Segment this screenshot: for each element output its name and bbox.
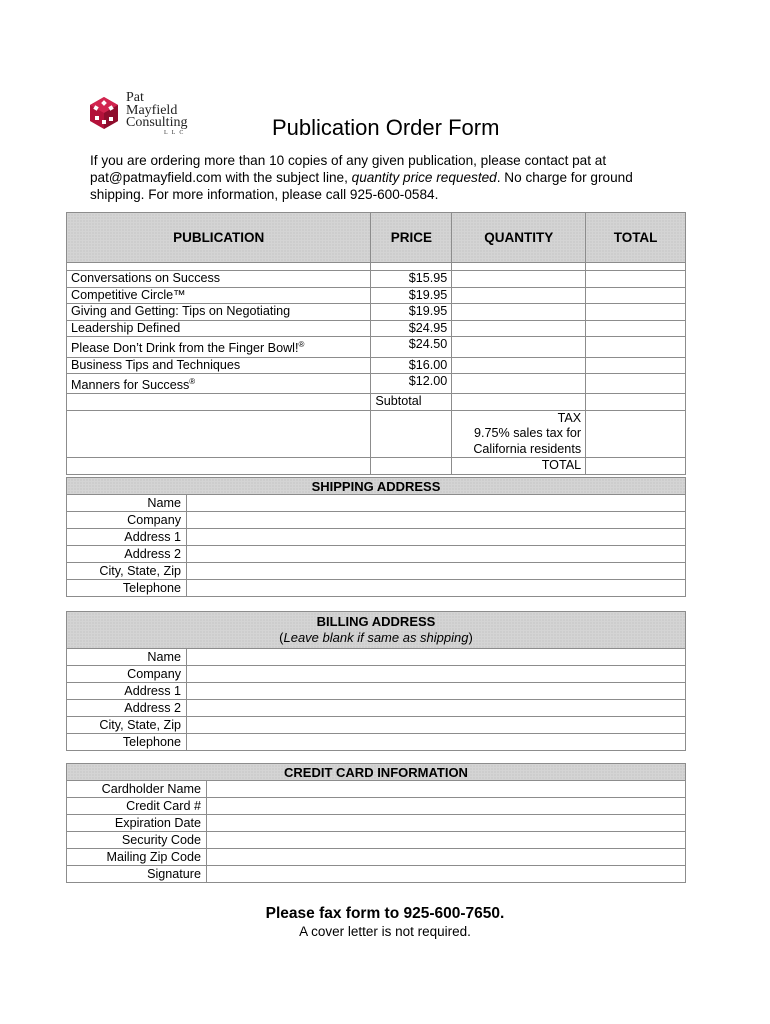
item-name: Competitive Circle™ <box>67 287 371 304</box>
shipping-header-row <box>67 478 686 495</box>
field-label: Company <box>67 512 187 529</box>
credit-row <box>67 798 686 815</box>
item-row-6 <box>67 357 686 374</box>
tax-row <box>67 410 686 458</box>
billing-address-table <box>66 611 686 751</box>
item-name: Conversations on Success <box>67 271 371 288</box>
security-code-input[interactable] <box>207 832 686 849</box>
quantity-field[interactable] <box>452 337 586 357</box>
subtotal-quantity-field[interactable] <box>452 394 586 411</box>
field-label: Security Code <box>67 832 207 849</box>
registered-mark: ® <box>298 340 305 350</box>
shipping-header: SHIPPING ADDRESS <box>67 478 686 495</box>
item-name: Business Tips and Techniques <box>67 357 371 374</box>
grand-total-field[interactable] <box>586 458 686 475</box>
tax-field[interactable] <box>586 410 686 458</box>
shipping-row <box>67 563 686 580</box>
billing-row <box>67 717 686 734</box>
billing-row <box>67 734 686 751</box>
credit-row <box>67 832 686 849</box>
item-row-7 <box>67 374 686 394</box>
total-row <box>67 458 686 475</box>
field-label: Address 2 <box>67 700 187 717</box>
shipping-row <box>67 529 686 546</box>
shipping-name-input[interactable] <box>187 495 686 512</box>
shipping-address2-input[interactable] <box>187 546 686 563</box>
shipping-telephone-input[interactable] <box>187 580 686 597</box>
item-price: $19.95 <box>371 287 452 304</box>
credit-row <box>67 866 686 883</box>
field-label: Expiration Date <box>67 815 207 832</box>
item-price: $24.50 <box>371 337 452 357</box>
credit-row <box>67 849 686 866</box>
item-name-cell <box>67 374 371 394</box>
item-price: $12.00 <box>371 374 452 394</box>
shipping-company-input[interactable] <box>187 512 686 529</box>
empty-cell <box>67 410 371 458</box>
credit-row <box>67 781 686 798</box>
empty-cell <box>67 458 371 475</box>
billing-name-input[interactable] <box>187 649 686 666</box>
total-field[interactable] <box>586 374 686 394</box>
intro-text <box>90 152 690 203</box>
quantity-field[interactable] <box>452 271 586 288</box>
quantity-field[interactable] <box>452 287 586 304</box>
empty-cell <box>371 458 452 475</box>
credit-card-header: CREDIT CARD INFORMATION <box>67 764 686 781</box>
quantity-field[interactable] <box>452 374 586 394</box>
billing-address2-input[interactable] <box>187 700 686 717</box>
company-logo <box>86 92 216 134</box>
empty-cell <box>371 410 452 458</box>
billing-city-state-zip-input[interactable] <box>187 717 686 734</box>
total-field[interactable] <box>586 271 686 288</box>
registered-mark: ® <box>189 377 196 387</box>
billing-header: BILLING ADDRESS <box>316 614 436 629</box>
subtotal-label: Subtotal <box>371 394 452 411</box>
item-price: $16.00 <box>371 357 452 374</box>
item-price: $19.95 <box>371 304 452 321</box>
billing-note: (Leave blank if same as shipping) <box>279 630 473 645</box>
total-label: TOTAL <box>452 458 586 475</box>
logo-line-2: Mayfield <box>126 102 178 118</box>
field-label: Signature <box>67 866 207 883</box>
logo-suffix: LLC <box>164 130 188 136</box>
billing-header-row <box>67 612 686 649</box>
credit-header-row <box>67 764 686 781</box>
credit-card-table <box>66 763 686 883</box>
total-field[interactable] <box>586 320 686 337</box>
field-label: Name <box>67 495 187 512</box>
spacer-row <box>67 263 686 271</box>
field-label: Address 1 <box>67 529 187 546</box>
field-label: Mailing Zip Code <box>67 849 207 866</box>
tax-label-cell <box>452 410 586 458</box>
field-label: Address 2 <box>67 546 187 563</box>
item-row-1 <box>67 271 686 288</box>
item-row-3 <box>67 304 686 321</box>
logo-line-3: Consulting <box>126 115 188 130</box>
total-field[interactable] <box>586 304 686 321</box>
total-field[interactable] <box>586 337 686 357</box>
billing-header-cell <box>67 612 686 649</box>
logo-text <box>126 92 187 130</box>
credit-row <box>67 815 686 832</box>
item-price: $15.95 <box>371 271 452 288</box>
shipping-city-state-zip-input[interactable] <box>187 563 686 580</box>
shipping-row <box>67 495 686 512</box>
item-name: Manners for Success <box>71 378 190 393</box>
item-name-cell <box>67 337 371 357</box>
cardholder-name-input[interactable] <box>207 781 686 798</box>
shipping-row <box>67 580 686 597</box>
expiration-date-input[interactable] <box>207 815 686 832</box>
logo-line-1: Pat <box>126 90 144 105</box>
page-title: Publication Order Form <box>272 115 500 140</box>
quantity-field[interactable] <box>452 320 586 337</box>
total-field[interactable] <box>586 287 686 304</box>
credit-card-number-input[interactable] <box>207 798 686 815</box>
item-price: $24.95 <box>371 320 452 337</box>
price-header: PRICE <box>371 213 452 263</box>
quantity-field[interactable] <box>452 304 586 321</box>
intro-part-2: . No charge for ground shipping. For more information, please call 925-600-0584. <box>90 170 633 202</box>
field-label: Cardholder Name <box>67 781 207 798</box>
cover-letter-note: A cover letter is not required. <box>299 924 471 939</box>
spacer-cell <box>67 263 371 271</box>
tax-note-1: 9.75% sales tax for <box>474 426 582 441</box>
field-label: Address 1 <box>67 683 187 700</box>
spacer-cell <box>452 263 586 271</box>
item-name: Leadership Defined <box>67 320 371 337</box>
shipping-address-table <box>66 477 686 597</box>
shipping-address1-input[interactable] <box>187 529 686 546</box>
field-label: Company <box>67 666 187 683</box>
field-label: Name <box>67 649 187 666</box>
billing-address1-input[interactable] <box>187 683 686 700</box>
shipping-row <box>67 546 686 563</box>
tax-note-2: California residents <box>473 441 582 456</box>
tax-label: TAX <box>557 410 582 425</box>
billing-telephone-input[interactable] <box>187 734 686 751</box>
field-label: Telephone <box>67 734 187 751</box>
billing-row <box>67 666 686 683</box>
spacer-cell <box>371 263 452 271</box>
signature-input[interactable] <box>207 866 686 883</box>
order-table <box>66 212 686 475</box>
spacer-cell <box>586 263 686 271</box>
billing-row <box>67 649 686 666</box>
intro-part-1: If you are ordering more than 10 copies of any given publication, please contact pat at pat@patmayfield.com with the subject line, <box>90 153 607 185</box>
field-label: City, State, Zip <box>67 717 187 734</box>
item-row-4 <box>67 320 686 337</box>
order-header-row <box>67 213 686 263</box>
quantity-header: QUANTITY <box>452 213 586 263</box>
field-label: Telephone <box>67 580 187 597</box>
empty-cell <box>67 394 371 411</box>
mailing-zip-input[interactable] <box>207 849 686 866</box>
billing-row <box>67 683 686 700</box>
shipping-row <box>67 512 686 529</box>
item-name: Please Don’t Drink from the Finger Bowl! <box>71 341 299 356</box>
subtotal-field[interactable] <box>586 394 686 411</box>
quantity-field[interactable] <box>452 357 586 374</box>
fax-instruction: Please fax form to 925-600-7650. <box>265 905 505 922</box>
field-label: City, State, Zip <box>67 563 187 580</box>
billing-note-text: Leave blank if same as shipping <box>283 630 469 645</box>
publication-header: PUBLICATION <box>67 213 371 263</box>
total-header: TOTAL <box>586 213 686 263</box>
intro-italic: quantity price requested <box>351 170 497 185</box>
billing-row <box>67 700 686 717</box>
item-row-2 <box>67 287 686 304</box>
subtotal-row <box>67 394 686 411</box>
logo-cube-icon <box>86 95 122 131</box>
item-name: Giving and Getting: Tips on Negotiating <box>67 304 371 321</box>
item-row-5 <box>67 337 686 357</box>
field-label: Credit Card # <box>67 798 207 815</box>
billing-company-input[interactable] <box>187 666 686 683</box>
total-field[interactable] <box>586 357 686 374</box>
